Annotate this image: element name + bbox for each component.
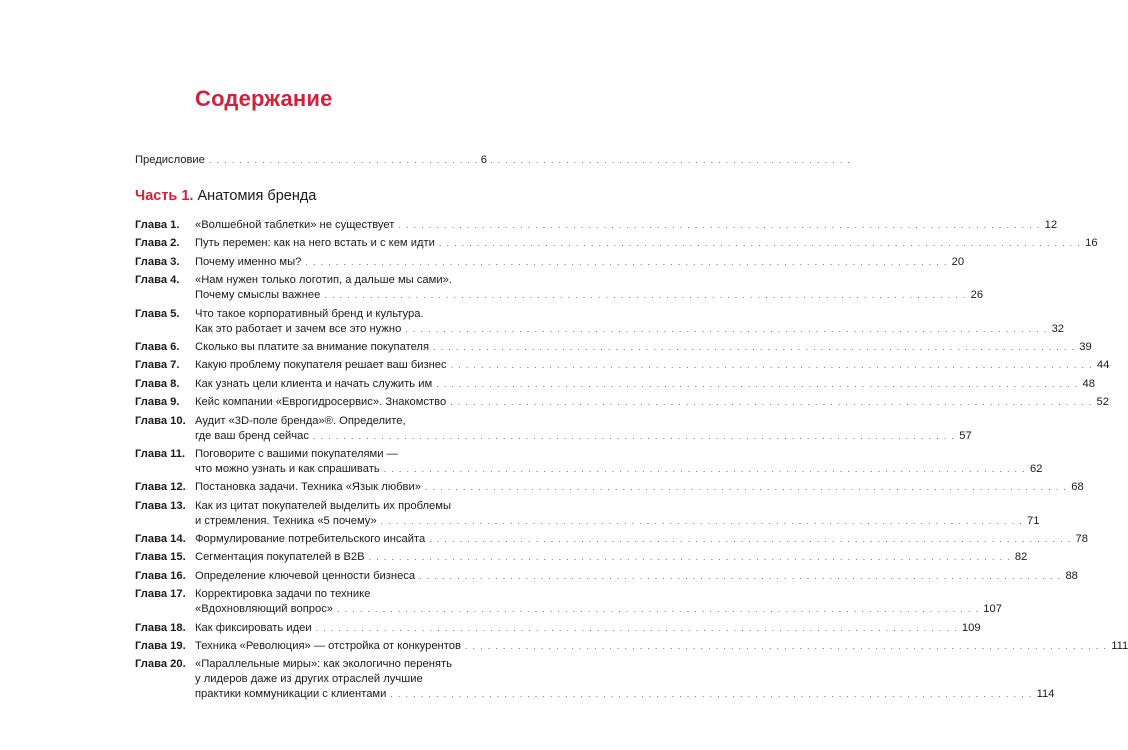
dot-leader	[401, 322, 1051, 337]
chapter-title-text: Постановка задачи. Техника «Язык любви»	[195, 481, 421, 494]
chapter-title	[195, 358, 1109, 373]
chapter-label: Глава 11.	[135, 447, 186, 460]
chapter-title-text: Как фиксировать идеи	[195, 621, 312, 634]
dot-leader	[205, 155, 481, 165]
toc-entry-chapter[interactable]	[135, 532, 1088, 547]
dot-leader	[365, 550, 1015, 565]
chapter-title-line	[195, 255, 964, 270]
chapter-title-text: Поговорите с вашими покупателями —	[195, 447, 398, 460]
chapter-title-text: Путь перемен: как на него встать и с кем идти	[195, 237, 435, 250]
chapter-page-number: 32	[1051, 322, 1065, 335]
chapter-page-number: 68	[1071, 481, 1084, 494]
chapter-label: Глава 2.	[135, 237, 180, 250]
dot-leader	[312, 621, 962, 636]
chapter-label: Глава 12.	[135, 481, 186, 494]
chapter-title-line	[195, 307, 1064, 322]
toc-entry-chapter[interactable]	[135, 236, 1098, 251]
chapter-title-line	[195, 462, 1042, 477]
part-heading	[135, 188, 316, 204]
chapter-title-line	[195, 322, 1064, 337]
chapter-title-line	[195, 429, 972, 444]
toc-entry-chapter[interactable]	[135, 358, 1110, 373]
dot-leader	[446, 395, 1096, 410]
chapter-page-number: 111	[1111, 640, 1128, 653]
toc-entry-chapter[interactable]	[135, 273, 984, 303]
chapter-title	[195, 480, 1084, 495]
chapter-title-line	[195, 569, 1078, 584]
chapter-label: Глава 5.	[135, 307, 180, 320]
chapter-page-number: 52	[1096, 396, 1109, 409]
chapter-title-text: Формулирование потребительского инсайта	[195, 533, 426, 546]
dot-leader	[333, 602, 983, 617]
toc-entry-chapter[interactable]	[135, 499, 1040, 529]
chapter-page-number: 26	[970, 289, 984, 302]
preface-page-number: 6	[480, 154, 487, 166]
chapter-label: Глава 20.	[135, 658, 186, 671]
dot-leader	[301, 255, 951, 270]
chapter-title-text: Корректировка задачи по технике	[195, 588, 371, 601]
chapter-title-line	[195, 499, 1039, 514]
chapter-page-number: 12	[1044, 219, 1058, 231]
chapter-title	[195, 639, 1128, 654]
chapter-page-number: 62	[1029, 462, 1043, 475]
chapter-label: Глава 6.	[135, 340, 180, 353]
chapter-title-text: «Вдохновляющий вопрос»	[195, 603, 334, 616]
chapter-title-line	[195, 377, 1095, 392]
chapter-page-number: 71	[1027, 514, 1040, 527]
toc-entry-chapter[interactable]	[135, 395, 1109, 410]
chapter-title-text: Сегментация покупателей в B2B	[195, 551, 365, 564]
toc-entry-preface[interactable]	[135, 154, 487, 166]
chapter-title-text: Как узнать цели клиента и начать служить им	[195, 377, 433, 390]
chapter-title-text: Какую проблему покупателя решает ваш бизнес	[195, 359, 447, 372]
chapter-page-number: 82	[1014, 551, 1028, 564]
chapter-title-text: Аудит «3D-поле бренда»®. Определите,	[195, 414, 406, 427]
page-title: Содержание	[195, 86, 333, 111]
chapter-title-text: «Параллельные миры»: как экологично перенять	[195, 658, 452, 671]
toc-entry-chapter[interactable]	[135, 340, 1092, 355]
chapter-label: Глава 7.	[135, 359, 180, 372]
toc-entry-chapter[interactable]	[135, 480, 1084, 495]
chapter-title	[195, 569, 1078, 584]
dot-leader	[425, 532, 1075, 547]
chapter-title-text: и стремления. Техника «5 почему»	[195, 514, 377, 527]
chapter-title-line	[195, 218, 1057, 233]
dot-leader	[435, 236, 1085, 251]
chapter-title-line	[195, 639, 1128, 654]
chapter-title-line	[195, 657, 1054, 672]
chapter-title-text: Определение ключевой ценности бизнеса	[195, 569, 416, 582]
part-name: Анатомия бренда	[197, 188, 317, 204]
chapter-title	[195, 414, 972, 444]
chapter-title-line	[195, 532, 1088, 547]
chapter-page-number: 78	[1075, 533, 1088, 546]
toc-entry-chapter[interactable]	[135, 218, 1058, 233]
chapter-page-number: 114	[1036, 688, 1055, 701]
part-number: Часть 1.	[135, 188, 194, 204]
chapter-list	[135, 218, 1128, 706]
chapter-title	[195, 447, 1042, 477]
chapter-title-line	[195, 236, 1098, 251]
dot-leader	[380, 462, 1030, 477]
chapter-title-text: Кейс компании «Еврогидросервис». Знакомство	[195, 396, 447, 409]
dot-leader	[309, 429, 959, 444]
toc-entry-chapter[interactable]	[135, 307, 1065, 337]
chapter-title-line	[195, 514, 1039, 529]
chapter-label: Глава 17.	[135, 588, 186, 601]
toc-entry-chapter[interactable]	[135, 550, 1028, 565]
preface-title: Предисловие	[135, 154, 205, 166]
chapter-title-line	[195, 414, 972, 429]
dot-leader	[394, 218, 1044, 233]
chapter-title-line	[195, 395, 1109, 410]
chapter-title-text: Сколько вы платите за внимание покупателя	[195, 340, 430, 353]
chapter-title-text: практики коммуникации с клиентами	[195, 688, 387, 701]
chapter-label: Глава 15.	[135, 551, 186, 564]
chapter-title	[195, 499, 1039, 529]
dot-leader	[377, 514, 1027, 529]
toc-entry-chapter[interactable]	[135, 447, 1043, 477]
chapter-title-text: Почему именно мы?	[195, 255, 302, 268]
chapter-title	[195, 621, 981, 636]
chapter-page-number: 48	[1082, 377, 1095, 390]
chapter-title-text: «Нам нужен только логотип, а дальше мы сами».	[195, 274, 452, 287]
chapter-title-line	[195, 587, 1002, 602]
chapter-page-number: 57	[959, 429, 972, 442]
chapter-title	[195, 657, 1054, 702]
chapter-title-line	[195, 288, 983, 303]
chapter-title-text: что можно узнать и как спрашивать	[195, 462, 380, 475]
chapter-page-number: 20	[951, 255, 965, 268]
chapter-title	[195, 587, 1002, 617]
chapter-label: Глава 4.	[135, 274, 180, 287]
chapter-label: Глава 16.	[135, 569, 186, 582]
chapter-title-text: Что такое корпоративный бренд и культура.	[195, 307, 424, 320]
toc-entry-chapter[interactable]	[135, 639, 1128, 654]
chapter-title	[195, 218, 1057, 233]
dot-leader	[386, 687, 1036, 702]
chapter-title-line	[195, 340, 1092, 355]
chapter-page-number: 16	[1085, 237, 1098, 250]
chapter-title-text: Как из цитат покупателей выделить их проблемы	[195, 499, 452, 512]
toc-entry-chapter[interactable]	[135, 587, 1002, 617]
toc-entry-chapter[interactable]	[135, 377, 1095, 392]
dot-leader	[421, 480, 1071, 495]
chapter-title-text: Почему смыслы важнее	[195, 289, 321, 302]
chapter-title	[195, 377, 1095, 392]
chapter-label: Глава 8.	[135, 377, 180, 390]
chapter-label: Глава 18.	[135, 621, 186, 634]
chapter-title	[195, 307, 1064, 337]
chapter-title	[195, 273, 983, 303]
chapter-title-line	[195, 480, 1084, 495]
toc-entry-chapter[interactable]	[135, 414, 972, 444]
chapter-title	[195, 532, 1088, 547]
dot-leader	[415, 569, 1065, 584]
chapter-label: Глава 3.	[135, 255, 180, 268]
chapter-title	[195, 255, 964, 270]
chapter-title-line	[195, 550, 1027, 565]
toc-entry-chapter[interactable]	[135, 255, 965, 270]
chapter-label: Глава 1.	[135, 219, 180, 231]
chapter-title-text: у лидеров даже из других отраслей лучшие	[195, 673, 423, 686]
chapter-page-number: 39	[1079, 340, 1092, 353]
chapter-title	[195, 550, 1027, 565]
chapter-label: Глава 13.	[135, 499, 186, 512]
chapter-title-line	[195, 358, 1109, 373]
chapter-label: Глава 9.	[135, 396, 180, 409]
chapter-page-number: 88	[1065, 569, 1078, 582]
chapter-label: Глава 19.	[135, 640, 186, 653]
chapter-page-number: 107	[983, 603, 1002, 616]
toc-entry-chapter[interactable]	[135, 621, 981, 636]
toc-entry-chapter[interactable]	[135, 569, 1078, 584]
chapter-label: Глава 14.	[135, 533, 186, 546]
dot-leader	[429, 340, 1079, 355]
chapter-title	[195, 236, 1098, 251]
chapter-title-text: «Волшебной таблетки» не существует	[195, 219, 395, 231]
chapter-title-line	[195, 687, 1054, 702]
dot-leader	[447, 358, 1097, 373]
dot-leader	[461, 639, 1111, 654]
chapter-title-line	[195, 602, 1002, 617]
chapter-title-line	[195, 621, 981, 636]
chapter-title-line	[195, 672, 1054, 687]
chapter-title-text: где ваш бренд сейчас	[195, 429, 309, 442]
chapter-title	[195, 340, 1092, 355]
dot-leader	[320, 288, 970, 303]
chapter-page-number: 44	[1096, 359, 1110, 372]
chapter-page-number: 109	[961, 621, 981, 634]
toc-entry-chapter[interactable]	[135, 657, 1055, 702]
chapter-title-line	[195, 273, 983, 288]
chapter-title	[195, 395, 1109, 410]
chapter-title-text: Как это работает и зачем все это нужно	[195, 322, 402, 335]
chapter-title-line	[195, 447, 1042, 462]
chapter-label: Глава 10.	[135, 414, 186, 427]
dot-leader	[432, 377, 1082, 392]
chapter-title-text: Техника «Революция» — отстройка от конкурентов	[195, 640, 461, 653]
